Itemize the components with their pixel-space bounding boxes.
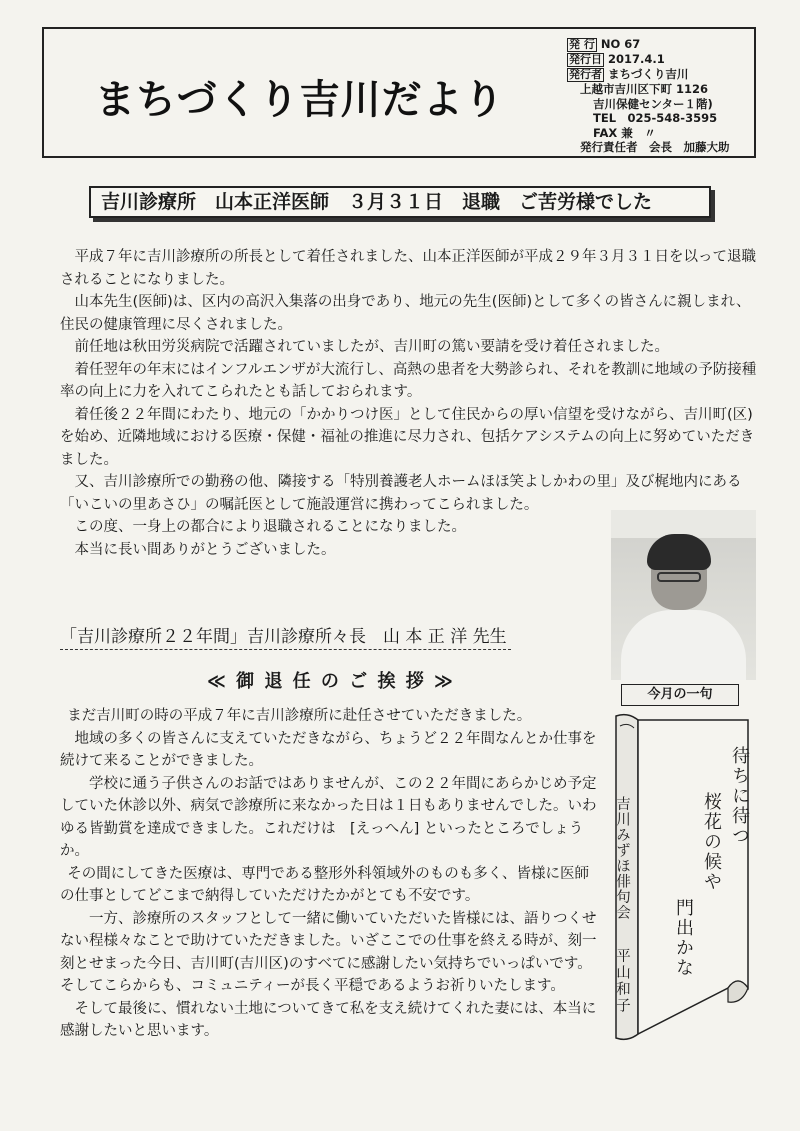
article-headline: 吉川診療所 山本正洋医師 ３月３１日 退職 ご苦労様でした [89, 186, 711, 218]
issue-date: 2017.4.1 [608, 52, 665, 66]
organization: まちづくり吉川 [608, 67, 689, 81]
newsletter-title: まちづくり吉川だより [95, 77, 505, 123]
speech-paragraph: 一方、診療所のスタッフとして一緒に働いていただいた皆様には、語りつくせない程様々なことで助けていただきました。いざここでの仕事を終える時が、刻一刻とせまった今日、吉川町(吉川区)のすべてに感謝したい気持ちでいっぱいです。そしてこらからも、コミュニティーが長く平穏であるようお祈りいたします。 [60, 910, 597, 994]
article-paragraph: 前任地は秋田労災病院で活躍されていましたが、吉川町の篤い要請を受け着任されました。 [74, 339, 669, 355]
speech-title: ≪ 御 退 任 の ご 挨 拶 ≫ [207, 671, 455, 692]
org-label: 発行者 [569, 68, 602, 81]
doctor-photo [611, 510, 756, 680]
speech-paragraph: 地域の多くの皆さんに支えていただきながら、ちょうど２２年間なんとか仕事を続けて来ることができました。 [60, 730, 597, 769]
fax: FAX 兼 〃 [593, 125, 656, 140]
speech-subtitle: 「吉川診療所２２年間」吉川診療所々長 山 本 正 洋 先生 [60, 625, 511, 650]
speech-paragraph: 学校に通う子供さんのお話ではありませんが、この２２年間にあらかじめ予定していた休診以外、病気で診療所に来なかった日は１日もありませんでした。いわゆる皆勤賞を達成できました。これだけは [えっへん] といったところでしょうか。 [60, 775, 597, 859]
article-paragraph: 平成７年に吉川診療所の所長として着任されました、山本正洋医師が平成２９年３月３１日を以って退職されることになりました。 [60, 249, 756, 288]
haiku-scroll [610, 712, 755, 1042]
office: 吉川保健センター１階) [593, 96, 713, 111]
haiku-author: 平山和子 [614, 948, 630, 1014]
publisher-label: 発 行 [569, 38, 595, 51]
responsible-person: 発行責任者 会長 加藤大助 [580, 140, 730, 154]
haiku-line-3: 門出かな [673, 898, 694, 978]
address: 上越市吉川区下町 1126 [580, 82, 709, 96]
article-paragraph: 着任翌年の年末にはインフルエンザが大流行し、高熱の患者を大勢診られ、それを教訓に地域の予防接種率の向上に力を入れてこられたとも話しておられます。 [60, 361, 757, 400]
haiku-label: 今月の一句 [621, 684, 739, 706]
haiku-line-2: 桜花の候や [701, 792, 722, 892]
speech-paragraph: そして最後に、慣れない土地についてきて私を支え続けてくれた妻には、本当に感謝したいと思います。 [60, 1000, 597, 1039]
haiku-line-1: 待ちに待つ [729, 746, 750, 846]
article-paragraph: 又、吉川診療所での勤務の他、隣接する「特別養護老人ホームほほ笑よしかわの里」及び梶地内にある「いこいの里あさひ」の嘱託医として施設運営に携わってこられました。 [60, 474, 742, 513]
speech-body [60, 705, 600, 1043]
haiku-author-group: 吉川みずほ俳句会 [614, 796, 630, 920]
article-paragraph: 山本先生(医師)は、区内の高沢入集落の出身であり、地元の先生(医師)として多くの皆さんに親しまれ、住民の健康管理に尽くされました。 [60, 294, 751, 333]
telephone: TEL 025-548-3595 [593, 111, 718, 125]
article-paragraph: この度、一身上の都合により退職されることになりました。 [74, 519, 466, 535]
issue-number: NO 67 [600, 37, 641, 51]
speech-paragraph: その間にしてきた医療は、専門である整形外科領域外のものも多く、皆様に医師の仕事としてどこまで納得していただけたかがとても不安です。 [60, 865, 589, 904]
article-paragraph: 本当に長い間ありがとうございました。 [74, 541, 336, 558]
article-paragraph: 着任後２２年間にわたり、地元の「かかりつけ医」として住民からの厚い信望を受けながら、吉川町(区)を始め、近隣地域における医療・保健・福祉の推進に尽力され、包括ケアシステムの向上に努めていただきました。 [60, 406, 755, 468]
speech-paragraph: まだ吉川町の時の平成７年に吉川診療所に赴任させていただきました。 [67, 708, 532, 724]
date-label: 発行日 [569, 53, 602, 66]
publication-info [567, 37, 757, 155]
